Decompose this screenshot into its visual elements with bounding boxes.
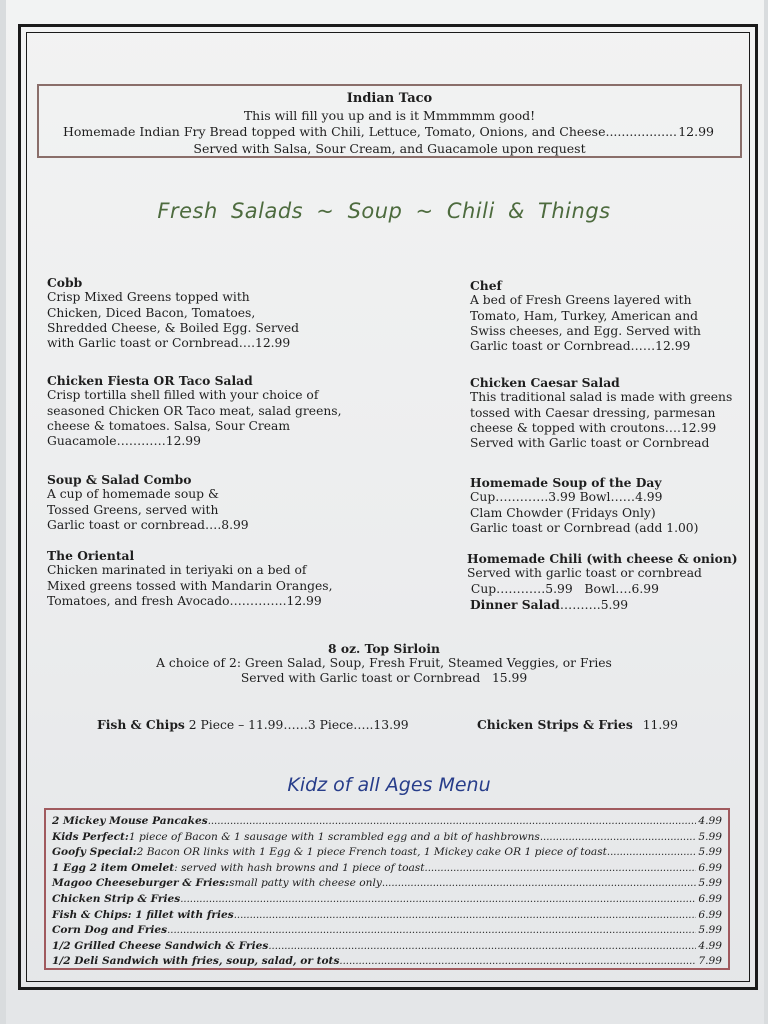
kids-item [52,830,722,846]
kids-item [52,923,722,939]
item-line: Tomato, Ham, Turkey, American and [470,308,698,323]
menu-item-cobb [47,275,357,351]
item-line: Garlic toast or Cornbread (add 1.00) [470,520,699,535]
kids-item-price: 6.99 [698,861,722,874]
kids-item-name: Kids Perfect: [52,830,129,843]
indian-taco-price: 12.99 [678,124,714,139]
item-name: Homemade Soup of the Day [470,475,662,490]
menu-item-soup-salad-combo [47,472,357,533]
section-title: Fresh Salads ~ Soup ~ Chili & Things [157,199,611,223]
chicken-strips-name: Chicken Strips & Fries [477,717,633,732]
item-line: Mixed greens tossed with Mandarin Oranges, [47,578,333,593]
fish-chips-name: Fish & Chips [97,717,185,732]
item-line: Garlic toast or cornbread….8.99 [47,517,249,532]
kids-item-desc: 1 piece of Bacon & 1 sausage with 1 scrambled egg and a bit of hashbrowns [128,830,540,843]
kids-item-name: Chicken Strip & Fries [52,892,181,905]
kids-item-name: 1/2 Grilled Cheese Sandwich & Fries [52,939,269,952]
item-line: cheese & tomatoes. Salsa, Sour Cream [47,418,291,433]
kids-item [52,861,722,877]
item-line: A bed of Fresh Greens layered with [470,293,692,308]
item-name: Chicken Fiesta OR Taco Salad [47,373,253,388]
item-name: Soup & Salad Combo [47,472,192,487]
item-line: Swiss cheeses, and Egg. Served with [470,323,701,338]
item-line: A cup of homemade soup & [47,487,219,502]
sirloin-title: 8 oz. Top Sirloin [328,641,440,656]
kids-item-desc: : served with hash browns and 1 piece of toast [174,861,425,874]
indian-taco-description: Homemade Indian Fry Bread topped with Chili, Lettuce, Tomato, Onions, and Cheese [63,124,606,139]
item-line: with Garlic toast or Cornbread….12.99 [47,336,291,351]
item-line: Served with Garlic toast or Cornbread [470,436,710,451]
item-line: Guacamole…………12.99 [47,434,201,449]
item-name: Chef [470,278,502,293]
item-name: The Oriental [47,548,135,563]
menu-item-homemade-chili [467,551,747,613]
kids-item-name: 2 Mickey Mouse Pancakes [52,815,208,827]
dinner-salad-line [467,597,747,613]
menu-item-soup-of-day [470,475,740,536]
kids-item-name: Fish & Chips: 1 fillet with fries [52,908,234,921]
item-name: Homemade Chili (with cheese & onion) [467,551,738,566]
menu-item-oriental [47,548,357,609]
item-name: Cobb [47,275,83,290]
menu-item-top-sirloin [0,641,768,686]
kids-item-price: 5.99 [698,924,722,937]
item-line: Clam Chowder (Fridays Only) [470,505,656,520]
menu-item-chicken-fiesta [47,373,357,449]
kids-item [52,908,722,924]
kids-item [52,845,722,861]
item-line: Shredded Cheese, & Boiled Egg. Served [47,320,300,335]
sirloin-line-1: A choice of 2: Green Salad, Soup, Fresh Fruit, Steamed Veggies, or Fries [156,656,612,670]
indian-taco-title: Indian Taco [346,91,433,106]
kids-item-price: 5.99 [698,830,722,843]
kidz-menu-title: Kidz of all Ages Menu [287,774,491,796]
kids-item-name: 1/2 Deli Sandwich with fries, soup, salad, or tots [52,955,340,968]
chicken-strips-price: 11.99 [642,718,678,732]
kids-item-name: Corn Dog and Fries [52,924,168,937]
kids-item-name: Magoo Cheeseburger & Fries: [52,877,230,890]
kids-item-price: 6.99 [698,908,722,921]
indian-taco-note: Served with Salsa, Sour Cream, and Guacamole upon request [193,140,586,156]
kids-item [52,939,722,955]
kids-item-desc: 2 Bacon OR links with 1 Egg & 1 piece French toast, 1 Mickey cake OR 1 piece of toast [136,846,607,859]
dinner-salad-price: ……….5.99 [559,597,629,612]
indian-taco-box [37,84,742,158]
item-line: seasoned Chicken OR Taco meat, salad greens, [47,403,342,418]
item-line: Crisp Mixed Greens topped with [47,290,250,305]
kids-item-price: 4.99 [698,815,722,827]
item-line: Chicken, Diced Bacon, Tomatoes, [47,305,256,320]
menu-item-fish-chips [97,717,409,732]
kids-item-price: 6.99 [698,892,722,905]
menu-item-chicken-strips [477,717,678,732]
indian-taco-description-line [39,124,740,141]
item-line: Crisp tortilla shell filled with your choice of [47,388,319,403]
item-line: cheese & topped with croutons….12.99 [470,420,717,435]
item-line: Cup…………5.99 Bowl….6.99 [467,581,659,596]
item-line: Chicken marinated in teriyaki on a bed of [47,563,307,578]
item-line: tossed with Caesar dressing, parmesan [470,405,716,420]
kids-item-price: 7.99 [698,955,722,968]
item-line: This traditional salad is made with greens [470,390,733,405]
kids-item-price: 5.99 [698,877,722,890]
item-line: Garlic toast or Cornbread……12.99 [470,339,691,354]
menu-item-chicken-caesar [470,375,740,451]
item-name: Chicken Caesar Salad [470,375,620,390]
kids-item [52,814,722,830]
kids-item-name: 1 Egg 2 item Omelet [52,861,175,874]
item-line: Tossed Greens, served with [47,502,219,517]
kids-item [52,876,722,892]
item-line: Cup………….3.99 Bowl……4.99 [470,490,663,505]
kids-item [52,892,722,908]
kids-item-price: 4.99 [698,939,722,952]
kidz-menu-box [44,808,730,970]
kids-item-name: Goofy Special: [52,846,137,859]
kids-item-price: 5.99 [698,846,722,859]
menu-item-chef [470,278,740,354]
indian-taco-tagline: This will fill you up and is it Mmmmmm good! [243,107,536,123]
kids-item [52,954,722,970]
fish-chips-detail: 2 Piece – 11.99……3 Piece…..13.99 [188,718,409,732]
item-line: Tomatoes, and fresh Avocado…………..12.99 [47,593,322,608]
item-line: Served with garlic toast or cornbread [467,566,702,581]
dinner-salad-name: Dinner Salad [470,596,560,612]
sirloin-line-2: Served with Garlic toast or Cornbread 15.99 [240,671,528,685]
kids-item-desc: small patty with cheese only [229,877,382,890]
